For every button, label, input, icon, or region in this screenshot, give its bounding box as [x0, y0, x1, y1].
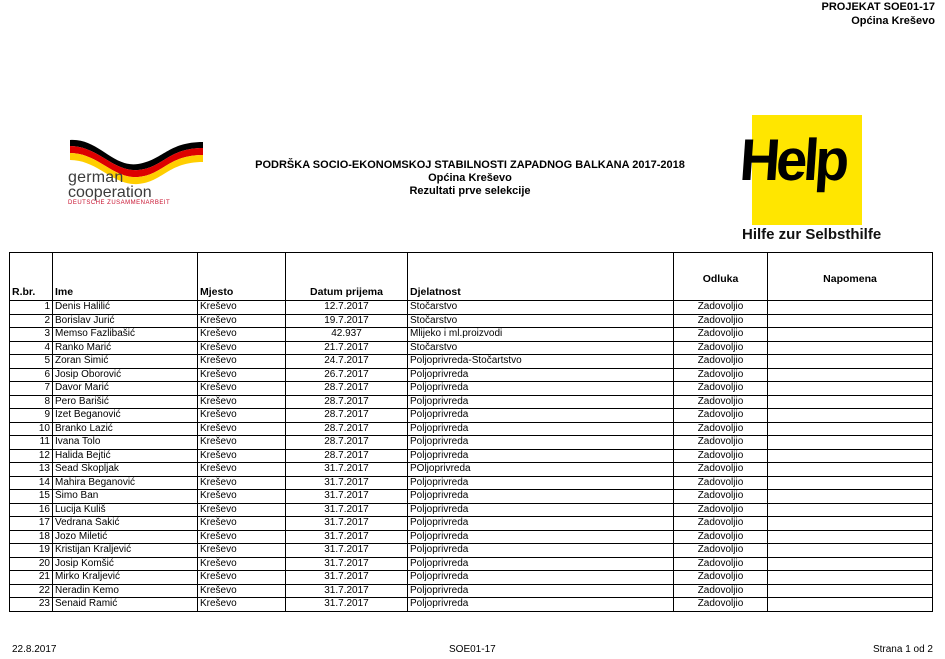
- row-date: 31.7.2017: [286, 476, 408, 490]
- table-row: [10, 355, 933, 369]
- row-note: [768, 341, 933, 355]
- row-place: Kreševo: [198, 436, 286, 450]
- row-name: Denis Halilić: [53, 301, 198, 315]
- row-number: 21: [10, 571, 53, 585]
- row-note: [768, 463, 933, 477]
- row-note: [768, 328, 933, 342]
- row-activity: Poljoprivreda: [408, 409, 674, 423]
- table-row: [10, 314, 933, 328]
- row-place: Kreševo: [198, 355, 286, 369]
- table-row: [10, 449, 933, 463]
- table-row: [10, 422, 933, 436]
- row-date: 31.7.2017: [286, 490, 408, 504]
- row-place: Kreševo: [198, 301, 286, 315]
- row-name: Davor Marić: [53, 382, 198, 396]
- row-number: 13: [10, 463, 53, 477]
- footer-date: 22.8.2017: [12, 644, 57, 655]
- table-row: [10, 530, 933, 544]
- row-number: 11: [10, 436, 53, 450]
- row-decision: Zadovoljio: [674, 328, 768, 342]
- row-date: 24.7.2017: [286, 355, 408, 369]
- row-place: Kreševo: [198, 341, 286, 355]
- row-activity: Poljoprivreda: [408, 422, 674, 436]
- row-note: [768, 544, 933, 558]
- row-place: Kreševo: [198, 544, 286, 558]
- table-row: [10, 476, 933, 490]
- row-place: Kreševo: [198, 490, 286, 504]
- row-activity: Poljoprivreda-Stočartstvo: [408, 355, 674, 369]
- row-place: Kreševo: [198, 476, 286, 490]
- row-note: [768, 584, 933, 598]
- row-place: Kreševo: [198, 382, 286, 396]
- row-name: Vedrana Šakić: [53, 517, 198, 531]
- row-date: 21.7.2017: [286, 341, 408, 355]
- row-note: [768, 557, 933, 571]
- row-name: Memso Fazlibašić: [53, 328, 198, 342]
- row-place: Kreševo: [198, 463, 286, 477]
- row-note: [768, 476, 933, 490]
- row-place: Kreševo: [198, 449, 286, 463]
- row-date: 12.7.2017: [286, 301, 408, 315]
- table-row: [10, 490, 933, 504]
- table-row: [10, 544, 933, 558]
- row-date: 31.7.2017: [286, 557, 408, 571]
- row-number: 12: [10, 449, 53, 463]
- row-decision: Zadovoljio: [674, 557, 768, 571]
- table-row: [10, 395, 933, 409]
- table-row: [10, 598, 933, 612]
- results-title: Rezultati prve selekcije: [409, 185, 531, 197]
- row-number: 2: [10, 314, 53, 328]
- row-date: 31.7.2017: [286, 530, 408, 544]
- row-decision: Zadovoljio: [674, 598, 768, 612]
- row-name: Halida Bejtić: [53, 449, 198, 463]
- row-activity: Poljoprivreda: [408, 544, 674, 558]
- row-number: 8: [10, 395, 53, 409]
- row-activity: Poljoprivreda: [408, 530, 674, 544]
- row-decision: Zadovoljio: [674, 409, 768, 423]
- row-note: [768, 598, 933, 612]
- col-header-ime: Ime: [53, 253, 198, 301]
- row-name: Mahira Beganović: [53, 476, 198, 490]
- row-name: Josip Oborović: [53, 368, 198, 382]
- row-date: 31.7.2017: [286, 598, 408, 612]
- row-note: [768, 409, 933, 423]
- help-logo-tagline: Hilfe zur Selbsthilfe: [742, 226, 882, 243]
- row-date: 26.7.2017: [286, 368, 408, 382]
- row-decision: Zadovoljio: [674, 490, 768, 504]
- row-activity: Poljoprivreda: [408, 557, 674, 571]
- row-activity: Poljoprivreda: [408, 503, 674, 517]
- gc-logo-line1: german: [68, 169, 124, 186]
- row-name: Jozo Miletić: [53, 530, 198, 544]
- row-note: [768, 449, 933, 463]
- row-number: 6: [10, 368, 53, 382]
- main-title: PODRŠKA SOCIO-EKONOMSKOJ STABILNOSTI ZAPADNOG BALKANA 2017-2018: [255, 159, 685, 171]
- row-activity: POljoprivreda: [408, 463, 674, 477]
- row-activity: Poljoprivreda: [408, 517, 674, 531]
- row-decision: Zadovoljio: [674, 301, 768, 315]
- row-date: 31.7.2017: [286, 517, 408, 531]
- row-activity: Poljoprivreda: [408, 436, 674, 450]
- row-place: Kreševo: [198, 530, 286, 544]
- row-decision: Zadovoljio: [674, 463, 768, 477]
- row-decision: Zadovoljio: [674, 584, 768, 598]
- help-logo-word: Help: [737, 126, 848, 193]
- row-note: [768, 395, 933, 409]
- row-number: 22: [10, 584, 53, 598]
- row-decision: Zadovoljio: [674, 571, 768, 585]
- footer-page: Strana 1 od 2: [872, 644, 933, 655]
- row-number: 18: [10, 530, 53, 544]
- row-note: [768, 368, 933, 382]
- table-row: [10, 557, 933, 571]
- project-code: PROJEKAT SOE01-17: [821, 1, 935, 13]
- row-note: [768, 530, 933, 544]
- row-place: Kreševo: [198, 571, 286, 585]
- row-place: Kreševo: [198, 422, 286, 436]
- sub-title: Općina Kreševo: [428, 172, 512, 184]
- table-row: [10, 503, 933, 517]
- row-decision: Zadovoljio: [674, 382, 768, 396]
- row-note: [768, 355, 933, 369]
- row-name: Mirko Kraljević: [53, 571, 198, 585]
- row-date: 28.7.2017: [286, 395, 408, 409]
- row-date: 28.7.2017: [286, 449, 408, 463]
- row-decision: Zadovoljio: [674, 422, 768, 436]
- row-date: 31.7.2017: [286, 584, 408, 598]
- row-note: [768, 571, 933, 585]
- row-activity: Stočarstvo: [408, 314, 674, 328]
- row-name: Pero Barišić: [53, 395, 198, 409]
- table-row: [10, 409, 933, 423]
- table-row: [10, 571, 933, 585]
- row-activity: Poljoprivreda: [408, 490, 674, 504]
- row-activity: Poljoprivreda: [408, 571, 674, 585]
- row-number: 16: [10, 503, 53, 517]
- row-date: 31.7.2017: [286, 544, 408, 558]
- row-name: Zoran Šimić: [53, 355, 198, 369]
- row-number: 10: [10, 422, 53, 436]
- footer-code: SOE01-17: [449, 644, 496, 655]
- row-number: 14: [10, 476, 53, 490]
- row-name: Borislav Jurić: [53, 314, 198, 328]
- row-place: Kreševo: [198, 517, 286, 531]
- row-activity: Poljoprivreda: [408, 598, 674, 612]
- row-name: Sead Skopljak: [53, 463, 198, 477]
- row-activity: Stočarstvo: [408, 341, 674, 355]
- row-activity: Poljoprivreda: [408, 368, 674, 382]
- row-activity: Poljoprivreda: [408, 476, 674, 490]
- row-decision: Zadovoljio: [674, 368, 768, 382]
- table-row: [10, 436, 933, 450]
- row-place: Kreševo: [198, 314, 286, 328]
- row-decision: Zadovoljio: [674, 530, 768, 544]
- row-decision: Zadovoljio: [674, 314, 768, 328]
- row-date: 19.7.2017: [286, 314, 408, 328]
- row-place: Kreševo: [198, 503, 286, 517]
- row-place: Kreševo: [198, 584, 286, 598]
- col-header-napomena: Napomena: [768, 253, 933, 301]
- row-note: [768, 503, 933, 517]
- row-name: Ivana Tolo: [53, 436, 198, 450]
- row-date: 31.7.2017: [286, 571, 408, 585]
- row-place: Kreševo: [198, 409, 286, 423]
- table-row: [10, 368, 933, 382]
- row-name: Josip Komšić: [53, 557, 198, 571]
- col-header-rbr: R.br.: [10, 253, 53, 301]
- row-name: Lucija Kuliš: [53, 503, 198, 517]
- row-decision: Zadovoljio: [674, 341, 768, 355]
- row-name: Branko Lazić: [53, 422, 198, 436]
- gc-logo-line3: DEUTSCHE ZUSAMMENARBEIT: [68, 200, 171, 206]
- col-header-datum: Datum prijema: [286, 253, 408, 301]
- row-decision: Zadovoljio: [674, 517, 768, 531]
- row-name: Senaid Ramić: [53, 598, 198, 612]
- table-row: [10, 382, 933, 396]
- table-row: [10, 517, 933, 531]
- row-number: 5: [10, 355, 53, 369]
- project-header: [821, 0, 935, 28]
- row-date: 28.7.2017: [286, 436, 408, 450]
- row-note: [768, 382, 933, 396]
- row-place: Kreševo: [198, 395, 286, 409]
- row-name: Izet Beganović: [53, 409, 198, 423]
- table-row: [10, 584, 933, 598]
- table-header-row: [10, 253, 933, 301]
- gc-logo-line2: cooperation: [68, 184, 152, 201]
- table-row: [10, 328, 933, 342]
- row-activity: Mlijeko i ml.proizvodi: [408, 328, 674, 342]
- row-date: 31.7.2017: [286, 463, 408, 477]
- row-note: [768, 314, 933, 328]
- municipality-label: Općina Kreševo: [851, 15, 935, 27]
- row-place: Kreševo: [198, 368, 286, 382]
- col-header-odluka: Odluka: [674, 253, 768, 301]
- row-decision: Zadovoljio: [674, 355, 768, 369]
- row-number: 4: [10, 341, 53, 355]
- row-date: 28.7.2017: [286, 409, 408, 423]
- table-row: [10, 341, 933, 355]
- row-place: Kreševo: [198, 328, 286, 342]
- row-place: Kreševo: [198, 598, 286, 612]
- row-decision: Zadovoljio: [674, 476, 768, 490]
- row-date: 31.7.2017: [286, 503, 408, 517]
- results-table: [9, 252, 933, 612]
- row-number: 17: [10, 517, 53, 531]
- row-name: Ranko Marić: [53, 341, 198, 355]
- row-name: Neradin Kemo: [53, 584, 198, 598]
- row-activity: Poljoprivreda: [408, 395, 674, 409]
- row-decision: Zadovoljio: [674, 503, 768, 517]
- row-number: 1: [10, 301, 53, 315]
- row-date: 28.7.2017: [286, 422, 408, 436]
- document-titles: [250, 159, 690, 198]
- row-activity: Stočarstvo: [408, 301, 674, 315]
- row-date: 42.937: [286, 328, 408, 342]
- row-place: Kreševo: [198, 557, 286, 571]
- row-date: 28.7.2017: [286, 382, 408, 396]
- row-number: 3: [10, 328, 53, 342]
- row-activity: Poljoprivreda: [408, 584, 674, 598]
- row-decision: Zadovoljio: [674, 395, 768, 409]
- row-number: 19: [10, 544, 53, 558]
- row-activity: Poljoprivreda: [408, 382, 674, 396]
- row-note: [768, 422, 933, 436]
- row-name: Kristijan Kraljević: [53, 544, 198, 558]
- row-activity: Poljoprivreda: [408, 449, 674, 463]
- col-header-mjesto: Mjesto: [198, 253, 286, 301]
- row-number: 15: [10, 490, 53, 504]
- table-row: [10, 463, 933, 477]
- row-number: 23: [10, 598, 53, 612]
- table-row: [10, 301, 933, 315]
- row-note: [768, 490, 933, 504]
- row-number: 9: [10, 409, 53, 423]
- row-note: [768, 436, 933, 450]
- row-decision: Zadovoljio: [674, 544, 768, 558]
- row-number: 7: [10, 382, 53, 396]
- row-number: 20: [10, 557, 53, 571]
- row-name: Šimo Ban: [53, 490, 198, 504]
- row-decision: Zadovoljio: [674, 436, 768, 450]
- row-note: [768, 301, 933, 315]
- row-decision: Zadovoljio: [674, 449, 768, 463]
- col-header-djelatnost: Djelatnost: [408, 253, 674, 301]
- row-note: [768, 517, 933, 531]
